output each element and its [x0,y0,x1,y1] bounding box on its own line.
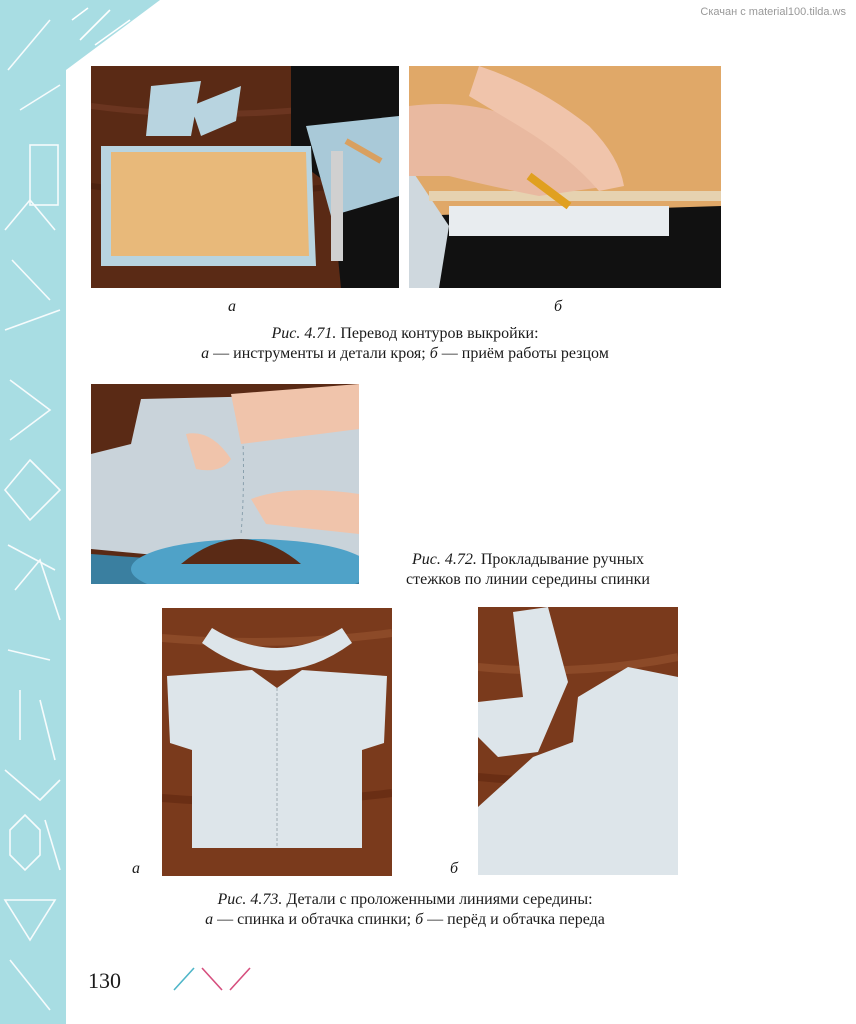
fig73-label-b: б [450,860,459,877]
page-number: 130 [88,968,121,993]
fig72-caption-line2: стежков по линии середины спинки [406,571,650,588]
watermark-text: Скачан с material100.tilda.ws [700,6,846,18]
fig72-caption-number: Рис. 4.72. [412,551,477,568]
fig72-caption [378,550,678,590]
footer-slash-decoration [172,966,262,992]
fig73a-photo [162,608,392,876]
fig73-caption-number: Рис. 4.73. [217,891,283,908]
fig71b-photo [409,66,721,288]
fig73-caption-b: б [415,911,424,928]
fig73-label-a: а [132,860,140,877]
fig71-caption-a: а [201,345,210,362]
fig73-caption-a: а [205,911,214,928]
fig71-caption-text-b: — приём работы резцом [437,345,609,362]
fig71-caption [160,324,650,364]
fig71-caption-number: Рис. 4.71. [271,325,337,342]
fig71a-photo [91,66,399,288]
fig72-photo [91,384,359,584]
corner-decoration [0,0,160,70]
fig71-caption-text-a: — инструменты и детали кроя; [209,345,430,362]
fig73b-photo [478,607,678,875]
sidebar-pattern [0,0,66,1024]
decorative-sidebar [0,0,66,1024]
fig73-caption-text-a: — спинка и обтачка спинки; [213,911,416,928]
fig73-caption-title: Детали с проложенными линиями середины: [286,891,593,908]
fig71-label-a: а [228,298,236,315]
fig73-caption-text-b: — перёд и обтачка переда [423,911,605,928]
fig71-caption-b: б [429,345,438,362]
fig71-label-b: б [554,298,563,315]
fig73-caption [140,890,670,930]
fig72-caption-line1: Прокладывание ручных [480,551,644,568]
fig71-caption-title: Перевод контуров выкройки: [340,325,539,342]
